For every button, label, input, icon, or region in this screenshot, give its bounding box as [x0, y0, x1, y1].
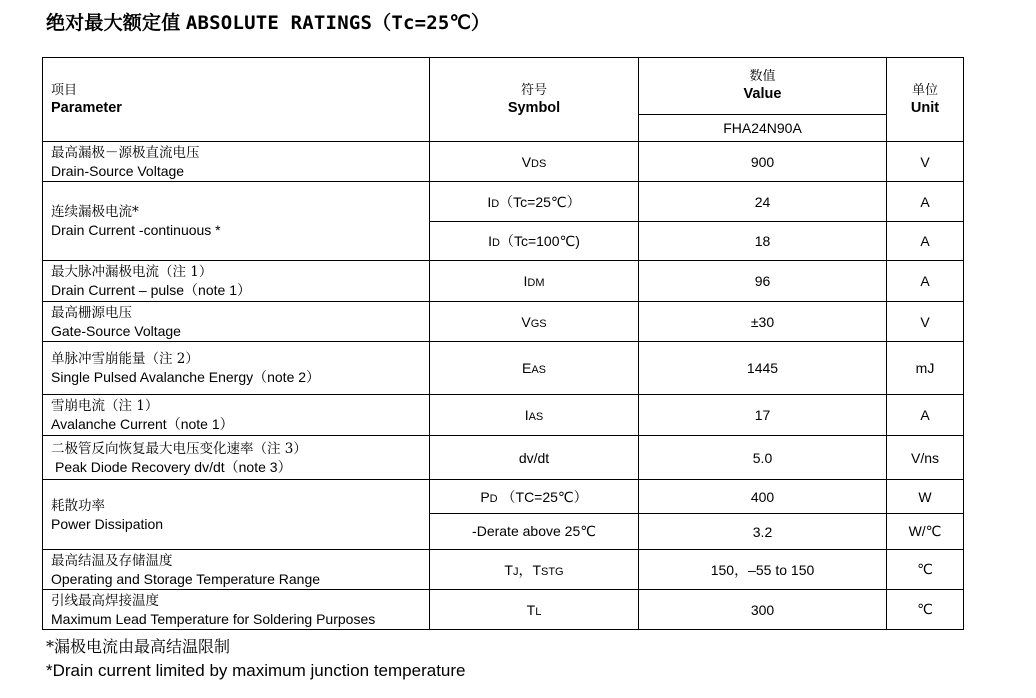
param-en: Operating and Storage Temperature Range — [51, 570, 321, 587]
value-cell: 300 — [639, 590, 887, 630]
header-parameter-en: Parameter — [51, 99, 122, 116]
absolute-ratings-table — [42, 57, 964, 630]
header-unit-cn: 单位 — [911, 82, 938, 98]
symbol-cell — [430, 182, 639, 222]
param-cell — [43, 436, 430, 480]
symbol-main: I — [524, 407, 529, 423]
unit-cell: V/ns — [887, 436, 964, 480]
symbol-sub: STG — [541, 565, 564, 578]
symbol-main: T — [526, 601, 536, 618]
header-parameter-cn: 项目 — [51, 82, 78, 98]
param-cell — [43, 342, 430, 395]
value-cell: 150，–55 to 150 — [639, 550, 887, 590]
symbol-condition: （Tc=100℃) — [499, 233, 580, 249]
symbol-cell — [430, 302, 639, 342]
symbol-sub: D — [491, 197, 500, 210]
table-row — [43, 590, 964, 630]
symbol-sub: L — [535, 605, 542, 618]
param-en: Single Pulsed Avalanche Energy（note 2） — [51, 369, 321, 385]
symbol-cell — [430, 342, 639, 395]
param-cell — [43, 590, 430, 630]
unit-cell: A — [887, 395, 964, 436]
symbol-main: I — [488, 233, 492, 249]
param-cell — [43, 182, 430, 261]
unit-cell: ℃ — [887, 550, 964, 590]
symbol-sub: AS — [528, 411, 544, 423]
header-symbol — [430, 58, 639, 142]
param-en: Power Dissipation — [51, 515, 164, 532]
symbol-sub: D — [489, 492, 498, 505]
title-cn: 绝对最大额定值 — [46, 12, 181, 34]
symbol-main: P — [480, 488, 490, 505]
header-symbol-cn: 符号 — [520, 82, 547, 98]
value-cell: 96 — [639, 261, 887, 302]
header-value — [639, 58, 887, 115]
symbol-cell — [430, 142, 639, 182]
param-cell — [43, 550, 430, 590]
param-cn: 最高结温及存储温度 — [51, 552, 173, 569]
table-row — [43, 480, 964, 514]
symbol-main: T — [532, 561, 541, 578]
table-row — [43, 342, 964, 395]
symbol-cell — [430, 222, 639, 261]
param-en: Peak Diode Recovery dv/dt（note 3） — [55, 458, 292, 475]
value-cell: 18 — [639, 222, 887, 261]
symbol-separator: ， — [518, 561, 533, 578]
param-en: Drain-Source Voltage — [51, 162, 185, 179]
symbol-sub: DS — [531, 157, 547, 170]
title-en: ABSOLUTE RATINGS（Tc=25℃） — [185, 12, 491, 34]
param-cn: 最大脉冲漏极电流（注 1） — [51, 264, 213, 280]
symbol-sub: J — [512, 565, 519, 578]
table-row — [43, 142, 964, 182]
symbol-main: V — [521, 313, 531, 330]
value-cell: 400 — [639, 480, 887, 514]
header-value-en: Value — [743, 86, 782, 102]
param-en: Drain Current – pulse（note 1） — [51, 282, 251, 298]
param-en: Gate-Source Voltage — [51, 322, 181, 339]
symbol-main: I — [523, 273, 528, 289]
param-cell — [43, 142, 430, 182]
param-cell — [43, 302, 430, 342]
unit-cell: A — [887, 222, 964, 261]
header-value-cn: 数值 — [749, 69, 776, 84]
param-cell — [43, 480, 430, 550]
symbol-sub: D — [492, 237, 500, 249]
footnote-en: *Drain current limited by maximum junction temperature — [46, 661, 466, 680]
value-cell: 900 — [639, 142, 887, 182]
page-title — [46, 8, 490, 35]
unit-cell: ℃ — [887, 590, 964, 630]
symbol-cell: -Derate above 25℃ — [430, 514, 639, 550]
param-cell — [43, 395, 430, 436]
header-parameter — [43, 58, 430, 142]
param-en: Avalanche Current（note 1） — [51, 416, 234, 432]
param-cn: 耗散功率 — [51, 497, 105, 514]
symbol-cell — [430, 261, 639, 302]
symbol-sub: AS — [531, 364, 547, 376]
param-en: Drain Current -continuous * — [51, 222, 221, 238]
symbol-condition: （Tc=25℃） — [499, 193, 581, 210]
symbol-main: E — [521, 360, 532, 376]
param-cn: 最高漏极－源极直流电压 — [51, 144, 200, 161]
table-row — [43, 182, 964, 222]
table-row — [43, 261, 964, 302]
header-row — [43, 58, 964, 115]
param-cn: 最高栅源电压 — [51, 304, 132, 321]
symbol-sub: DM — [527, 277, 545, 289]
table-row — [43, 302, 964, 342]
footnote-cn: *漏极电流由最高结温限制 — [46, 637, 231, 656]
unit-cell: W — [887, 480, 964, 514]
value-cell: 17 — [639, 395, 887, 436]
symbol-condition: （TC=25℃） — [497, 488, 588, 505]
param-cn: 二极管反向恢复最大电压变化速率（注 3） — [51, 440, 307, 457]
unit-cell: A — [887, 182, 964, 222]
value-cell: 24 — [639, 182, 887, 222]
symbol-main: V — [521, 153, 532, 170]
header-part-number: FHA24N90A — [639, 115, 887, 142]
unit-cell: W/℃ — [887, 514, 964, 550]
param-cn: 连续漏极电流* — [51, 204, 139, 220]
value-cell: 5.0 — [639, 436, 887, 480]
unit-cell: V — [887, 142, 964, 182]
symbol-cell: dv/dt — [430, 436, 639, 480]
symbol-cell — [430, 550, 639, 590]
table-row — [43, 550, 964, 590]
unit-cell: mJ — [887, 342, 964, 395]
param-cn: 雪崩电流（注 1） — [51, 398, 159, 414]
symbol-cell — [430, 590, 639, 630]
header-unit — [887, 58, 964, 142]
param-en: Maximum Lead Temperature for Soldering Purposes — [51, 610, 376, 627]
symbol-sub: GS — [530, 317, 547, 330]
table-row — [43, 395, 964, 436]
symbol-cell — [430, 395, 639, 436]
param-cell — [43, 261, 430, 302]
param-cn: 单脉冲雪崩能量（注 2） — [51, 351, 199, 367]
symbol-cell — [430, 480, 639, 514]
unit-cell: A — [887, 261, 964, 302]
symbol-main: I — [487, 193, 492, 210]
param-cn: 引线最高焊接温度 — [51, 592, 159, 609]
value-cell: 3.2 — [639, 514, 887, 550]
unit-cell: V — [887, 302, 964, 342]
value-cell: ±30 — [639, 302, 887, 342]
header-unit-en: Unit — [910, 99, 940, 116]
table-row — [43, 436, 964, 480]
header-symbol-en: Symbol — [507, 99, 561, 116]
value-cell: 1445 — [639, 342, 887, 395]
symbol-main: T — [504, 561, 513, 578]
